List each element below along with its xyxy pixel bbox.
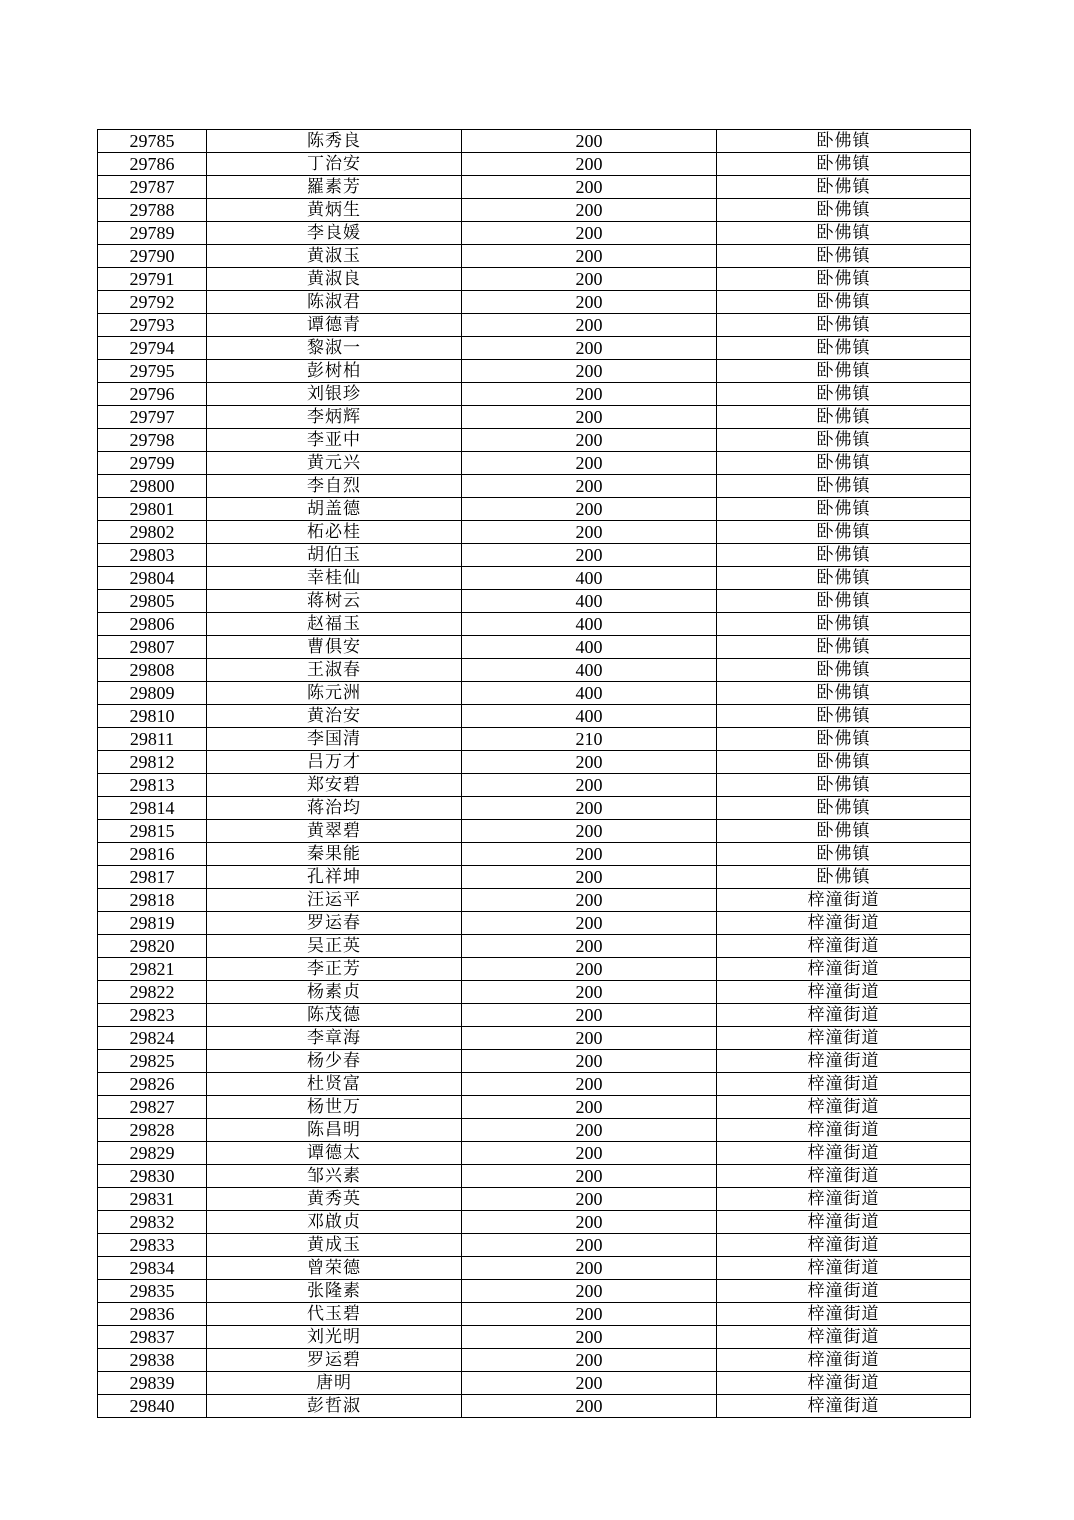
- row-name-cell: 杨素贞: [207, 981, 462, 1004]
- row-name-cell: 幸桂仙: [207, 567, 462, 590]
- row-id-cell: 29828: [98, 1119, 207, 1142]
- row-amount-cell: 200: [462, 820, 717, 843]
- table-row: [98, 1027, 971, 1050]
- row-name-cell: 黄炳生: [207, 199, 462, 222]
- row-amount-cell: 200: [462, 1073, 717, 1096]
- row-amount-cell: 200: [462, 1165, 717, 1188]
- row-amount-cell: 400: [462, 682, 717, 705]
- row-name-cell: 陈元洲: [207, 682, 462, 705]
- row-id-cell: 29788: [98, 199, 207, 222]
- row-id-cell: 29837: [98, 1326, 207, 1349]
- table-row: [98, 130, 971, 153]
- row-amount-cell: 200: [462, 314, 717, 337]
- table-row: [98, 728, 971, 751]
- row-name-cell: 蒋树云: [207, 590, 462, 613]
- row-town-cell: 卧佛镇: [717, 291, 971, 314]
- row-town-cell: 梓潼街道: [717, 1142, 971, 1165]
- row-town-cell: 卧佛镇: [717, 222, 971, 245]
- table-row: [98, 866, 971, 889]
- row-amount-cell: 400: [462, 636, 717, 659]
- row-name-cell: 吕万才: [207, 751, 462, 774]
- row-id-cell: 29795: [98, 360, 207, 383]
- row-name-cell: 李正芳: [207, 958, 462, 981]
- row-amount-cell: 200: [462, 751, 717, 774]
- row-name-cell: 唐明: [207, 1372, 462, 1395]
- row-town-cell: 卧佛镇: [717, 176, 971, 199]
- row-id-cell: 29798: [98, 429, 207, 452]
- row-name-cell: 邓啟贞: [207, 1211, 462, 1234]
- row-name-cell: 杨少春: [207, 1050, 462, 1073]
- row-town-cell: 卧佛镇: [717, 728, 971, 751]
- table-row: [98, 682, 971, 705]
- row-id-cell: 29832: [98, 1211, 207, 1234]
- row-amount-cell: 400: [462, 590, 717, 613]
- row-name-cell: 李章海: [207, 1027, 462, 1050]
- row-town-cell: 梓潼街道: [717, 1073, 971, 1096]
- row-name-cell: 张隆素: [207, 1280, 462, 1303]
- row-name-cell: 谭德太: [207, 1142, 462, 1165]
- table-row: [98, 1257, 971, 1280]
- row-amount-cell: 200: [462, 222, 717, 245]
- row-town-cell: 卧佛镇: [717, 820, 971, 843]
- table-body: [98, 130, 971, 1418]
- row-amount-cell: 200: [462, 774, 717, 797]
- row-town-cell: 卧佛镇: [717, 245, 971, 268]
- row-name-cell: 陈昌明: [207, 1119, 462, 1142]
- row-id-cell: 29817: [98, 866, 207, 889]
- row-id-cell: 29793: [98, 314, 207, 337]
- row-amount-cell: 200: [462, 889, 717, 912]
- row-town-cell: 卧佛镇: [717, 314, 971, 337]
- row-name-cell: 曹俱安: [207, 636, 462, 659]
- row-name-cell: 谭德青: [207, 314, 462, 337]
- row-amount-cell: 200: [462, 1050, 717, 1073]
- row-id-cell: 29839: [98, 1372, 207, 1395]
- row-town-cell: 卧佛镇: [717, 774, 971, 797]
- row-name-cell: 丁治安: [207, 153, 462, 176]
- row-town-cell: 卧佛镇: [717, 682, 971, 705]
- row-id-cell: 29834: [98, 1257, 207, 1280]
- row-name-cell: 郑安碧: [207, 774, 462, 797]
- row-name-cell: 邹兴素: [207, 1165, 462, 1188]
- row-id-cell: 29814: [98, 797, 207, 820]
- row-amount-cell: 200: [462, 1188, 717, 1211]
- row-id-cell: 29804: [98, 567, 207, 590]
- row-name-cell: 黄淑良: [207, 268, 462, 291]
- row-name-cell: 孔祥坤: [207, 866, 462, 889]
- row-name-cell: 汪运平: [207, 889, 462, 912]
- row-town-cell: 卧佛镇: [717, 843, 971, 866]
- table-row: [98, 452, 971, 475]
- row-amount-cell: 200: [462, 337, 717, 360]
- row-id-cell: 29816: [98, 843, 207, 866]
- row-id-cell: 29800: [98, 475, 207, 498]
- row-name-cell: 柘必桂: [207, 521, 462, 544]
- table-row: [98, 383, 971, 406]
- row-name-cell: 李自烈: [207, 475, 462, 498]
- row-amount-cell: 200: [462, 360, 717, 383]
- row-town-cell: 卧佛镇: [717, 429, 971, 452]
- row-amount-cell: 200: [462, 1211, 717, 1234]
- row-amount-cell: 200: [462, 1142, 717, 1165]
- row-id-cell: 29791: [98, 268, 207, 291]
- row-amount-cell: 200: [462, 1257, 717, 1280]
- row-id-cell: 29811: [98, 728, 207, 751]
- row-town-cell: 卧佛镇: [717, 705, 971, 728]
- row-id-cell: 29812: [98, 751, 207, 774]
- row-town-cell: 卧佛镇: [717, 751, 971, 774]
- row-id-cell: 29787: [98, 176, 207, 199]
- table-row: [98, 429, 971, 452]
- row-id-cell: 29830: [98, 1165, 207, 1188]
- table-row: [98, 1096, 971, 1119]
- row-name-cell: 李亚中: [207, 429, 462, 452]
- row-name-cell: 黄治安: [207, 705, 462, 728]
- table-row: [98, 199, 971, 222]
- row-name-cell: 陈茂德: [207, 1004, 462, 1027]
- row-amount-cell: 200: [462, 429, 717, 452]
- row-id-cell: 29808: [98, 659, 207, 682]
- row-town-cell: 梓潼街道: [717, 1257, 971, 1280]
- table-row: [98, 1234, 971, 1257]
- row-name-cell: 胡伯玉: [207, 544, 462, 567]
- table-row: [98, 636, 971, 659]
- row-town-cell: 梓潼街道: [717, 1119, 971, 1142]
- row-amount-cell: 200: [462, 981, 717, 1004]
- row-id-cell: 29833: [98, 1234, 207, 1257]
- row-name-cell: 代玉碧: [207, 1303, 462, 1326]
- row-id-cell: 29819: [98, 912, 207, 935]
- row-id-cell: 29824: [98, 1027, 207, 1050]
- row-town-cell: 梓潼街道: [717, 1096, 971, 1119]
- row-amount-cell: 200: [462, 1303, 717, 1326]
- row-town-cell: 卧佛镇: [717, 498, 971, 521]
- row-town-cell: 梓潼街道: [717, 1027, 971, 1050]
- row-name-cell: 羅素芳: [207, 176, 462, 199]
- row-id-cell: 29823: [98, 1004, 207, 1027]
- table-row: [98, 1073, 971, 1096]
- row-amount-cell: 200: [462, 521, 717, 544]
- row-name-cell: 陈淑君: [207, 291, 462, 314]
- row-id-cell: 29796: [98, 383, 207, 406]
- row-amount-cell: 200: [462, 475, 717, 498]
- row-town-cell: 卧佛镇: [717, 452, 971, 475]
- table-row: [98, 912, 971, 935]
- table-row: [98, 843, 971, 866]
- table-row: [98, 245, 971, 268]
- row-id-cell: 29821: [98, 958, 207, 981]
- row-name-cell: 黄秀英: [207, 1188, 462, 1211]
- row-id-cell: 29826: [98, 1073, 207, 1096]
- row-town-cell: 梓潼街道: [717, 1349, 971, 1372]
- row-id-cell: 29799: [98, 452, 207, 475]
- row-amount-cell: 200: [462, 153, 717, 176]
- table-row: [98, 958, 971, 981]
- row-name-cell: 蒋治均: [207, 797, 462, 820]
- table-row: [98, 774, 971, 797]
- row-amount-cell: 400: [462, 567, 717, 590]
- row-name-cell: 曾荣德: [207, 1257, 462, 1280]
- row-amount-cell: 400: [462, 659, 717, 682]
- table-row: [98, 314, 971, 337]
- table-row: [98, 1372, 971, 1395]
- table-row: [98, 1050, 971, 1073]
- row-id-cell: 29785: [98, 130, 207, 153]
- table-row: [98, 935, 971, 958]
- row-name-cell: 赵福玉: [207, 613, 462, 636]
- row-amount-cell: 200: [462, 1119, 717, 1142]
- table-row: [98, 1280, 971, 1303]
- row-id-cell: 29786: [98, 153, 207, 176]
- row-amount-cell: 200: [462, 268, 717, 291]
- row-town-cell: 梓潼街道: [717, 1395, 971, 1418]
- row-id-cell: 29835: [98, 1280, 207, 1303]
- row-id-cell: 29827: [98, 1096, 207, 1119]
- row-town-cell: 梓潼街道: [717, 935, 971, 958]
- table-row: [98, 222, 971, 245]
- row-id-cell: 29801: [98, 498, 207, 521]
- row-amount-cell: 200: [462, 130, 717, 153]
- table-row: [98, 153, 971, 176]
- row-name-cell: 吴正英: [207, 935, 462, 958]
- table-row: [98, 475, 971, 498]
- row-name-cell: 李炳辉: [207, 406, 462, 429]
- row-town-cell: 梓潼街道: [717, 1050, 971, 1073]
- table-row: [98, 498, 971, 521]
- table-row: [98, 291, 971, 314]
- table-row: [98, 1188, 971, 1211]
- row-amount-cell: 200: [462, 544, 717, 567]
- row-amount-cell: 200: [462, 1234, 717, 1257]
- row-name-cell: 李国清: [207, 728, 462, 751]
- row-name-cell: 李良媛: [207, 222, 462, 245]
- row-id-cell: 29840: [98, 1395, 207, 1418]
- row-amount-cell: 200: [462, 176, 717, 199]
- table-row: [98, 797, 971, 820]
- row-town-cell: 梓潼街道: [717, 1234, 971, 1257]
- row-name-cell: 王淑春: [207, 659, 462, 682]
- row-town-cell: 梓潼街道: [717, 1280, 971, 1303]
- row-id-cell: 29806: [98, 613, 207, 636]
- table-row: [98, 567, 971, 590]
- row-amount-cell: 200: [462, 245, 717, 268]
- row-id-cell: 29820: [98, 935, 207, 958]
- row-name-cell: 杜贤富: [207, 1073, 462, 1096]
- table-row: [98, 1142, 971, 1165]
- table-row: [98, 751, 971, 774]
- row-amount-cell: 200: [462, 452, 717, 475]
- row-name-cell: 陈秀良: [207, 130, 462, 153]
- row-amount-cell: 210: [462, 728, 717, 751]
- row-town-cell: 卧佛镇: [717, 153, 971, 176]
- row-id-cell: 29810: [98, 705, 207, 728]
- row-town-cell: 梓潼街道: [717, 1211, 971, 1234]
- row-amount-cell: 200: [462, 1349, 717, 1372]
- row-name-cell: 罗运春: [207, 912, 462, 935]
- table-row: [98, 406, 971, 429]
- table-row: [98, 521, 971, 544]
- row-town-cell: 卧佛镇: [717, 383, 971, 406]
- row-id-cell: 29822: [98, 981, 207, 1004]
- row-town-cell: 梓潼街道: [717, 1372, 971, 1395]
- row-town-cell: 梓潼街道: [717, 1165, 971, 1188]
- row-name-cell: 罗运碧: [207, 1349, 462, 1372]
- row-id-cell: 29836: [98, 1303, 207, 1326]
- row-name-cell: 黄成玉: [207, 1234, 462, 1257]
- table-row: [98, 1211, 971, 1234]
- table-row: [98, 544, 971, 567]
- row-amount-cell: 200: [462, 199, 717, 222]
- row-town-cell: 梓潼街道: [717, 958, 971, 981]
- row-id-cell: 29802: [98, 521, 207, 544]
- row-id-cell: 29825: [98, 1050, 207, 1073]
- row-amount-cell: 200: [462, 1096, 717, 1119]
- row-id-cell: 29792: [98, 291, 207, 314]
- row-town-cell: 梓潼街道: [717, 889, 971, 912]
- row-town-cell: 卧佛镇: [717, 360, 971, 383]
- row-town-cell: 卧佛镇: [717, 521, 971, 544]
- row-amount-cell: 200: [462, 797, 717, 820]
- row-amount-cell: 200: [462, 935, 717, 958]
- row-name-cell: 刘银珍: [207, 383, 462, 406]
- row-id-cell: 29803: [98, 544, 207, 567]
- row-name-cell: 黎淑一: [207, 337, 462, 360]
- row-amount-cell: 400: [462, 705, 717, 728]
- table-row: [98, 1303, 971, 1326]
- table-row: [98, 1326, 971, 1349]
- table-row: [98, 176, 971, 199]
- row-town-cell: 卧佛镇: [717, 544, 971, 567]
- row-amount-cell: 200: [462, 406, 717, 429]
- row-amount-cell: 200: [462, 1326, 717, 1349]
- row-name-cell: 黄元兴: [207, 452, 462, 475]
- row-id-cell: 29794: [98, 337, 207, 360]
- row-town-cell: 卧佛镇: [717, 337, 971, 360]
- row-name-cell: 刘光明: [207, 1326, 462, 1349]
- row-amount-cell: 400: [462, 613, 717, 636]
- table-row: [98, 1349, 971, 1372]
- row-id-cell: 29818: [98, 889, 207, 912]
- row-amount-cell: 200: [462, 383, 717, 406]
- row-amount-cell: 200: [462, 1027, 717, 1050]
- row-id-cell: 29813: [98, 774, 207, 797]
- row-town-cell: 卧佛镇: [717, 475, 971, 498]
- row-town-cell: 卧佛镇: [717, 866, 971, 889]
- table-row: [98, 1004, 971, 1027]
- row-town-cell: 梓潼街道: [717, 1326, 971, 1349]
- table-row: [98, 1395, 971, 1418]
- table-row: [98, 820, 971, 843]
- table-row: [98, 981, 971, 1004]
- row-id-cell: 29797: [98, 406, 207, 429]
- row-town-cell: 卧佛镇: [717, 406, 971, 429]
- row-amount-cell: 200: [462, 498, 717, 521]
- row-town-cell: 卧佛镇: [717, 130, 971, 153]
- row-town-cell: 卧佛镇: [717, 199, 971, 222]
- row-amount-cell: 200: [462, 1372, 717, 1395]
- row-town-cell: 卧佛镇: [717, 268, 971, 291]
- row-id-cell: 29789: [98, 222, 207, 245]
- row-id-cell: 29805: [98, 590, 207, 613]
- table-row: [98, 268, 971, 291]
- row-town-cell: 梓潼街道: [717, 981, 971, 1004]
- row-amount-cell: 200: [462, 291, 717, 314]
- row-name-cell: 胡盖德: [207, 498, 462, 521]
- data-sheet: [97, 129, 970, 1418]
- row-town-cell: 卧佛镇: [717, 797, 971, 820]
- row-amount-cell: 200: [462, 1395, 717, 1418]
- row-town-cell: 梓潼街道: [717, 1303, 971, 1326]
- row-name-cell: 彭哲淑: [207, 1395, 462, 1418]
- table-row: [98, 1119, 971, 1142]
- row-amount-cell: 200: [462, 912, 717, 935]
- row-name-cell: 彭树柏: [207, 360, 462, 383]
- row-amount-cell: 200: [462, 1004, 717, 1027]
- table-row: [98, 337, 971, 360]
- table-row: [98, 659, 971, 682]
- row-town-cell: 卧佛镇: [717, 636, 971, 659]
- table-row: [98, 705, 971, 728]
- table-row: [98, 360, 971, 383]
- row-amount-cell: 200: [462, 843, 717, 866]
- row-town-cell: 卧佛镇: [717, 613, 971, 636]
- row-town-cell: 梓潼街道: [717, 1004, 971, 1027]
- row-amount-cell: 200: [462, 958, 717, 981]
- records-table: [97, 129, 971, 1418]
- row-id-cell: 29790: [98, 245, 207, 268]
- row-name-cell: 黄淑玉: [207, 245, 462, 268]
- row-town-cell: 卧佛镇: [717, 659, 971, 682]
- table-row: [98, 889, 971, 912]
- row-id-cell: 29807: [98, 636, 207, 659]
- table-row: [98, 590, 971, 613]
- row-name-cell: 黄翠碧: [207, 820, 462, 843]
- row-id-cell: 29809: [98, 682, 207, 705]
- row-id-cell: 29831: [98, 1188, 207, 1211]
- row-id-cell: 29838: [98, 1349, 207, 1372]
- table-row: [98, 1165, 971, 1188]
- row-id-cell: 29829: [98, 1142, 207, 1165]
- row-amount-cell: 200: [462, 1280, 717, 1303]
- row-town-cell: 梓潼街道: [717, 1188, 971, 1211]
- row-town-cell: 梓潼街道: [717, 912, 971, 935]
- table-row: [98, 613, 971, 636]
- row-name-cell: 杨世万: [207, 1096, 462, 1119]
- row-id-cell: 29815: [98, 820, 207, 843]
- row-amount-cell: 200: [462, 866, 717, 889]
- row-town-cell: 卧佛镇: [717, 567, 971, 590]
- row-town-cell: 卧佛镇: [717, 590, 971, 613]
- row-name-cell: 秦果能: [207, 843, 462, 866]
